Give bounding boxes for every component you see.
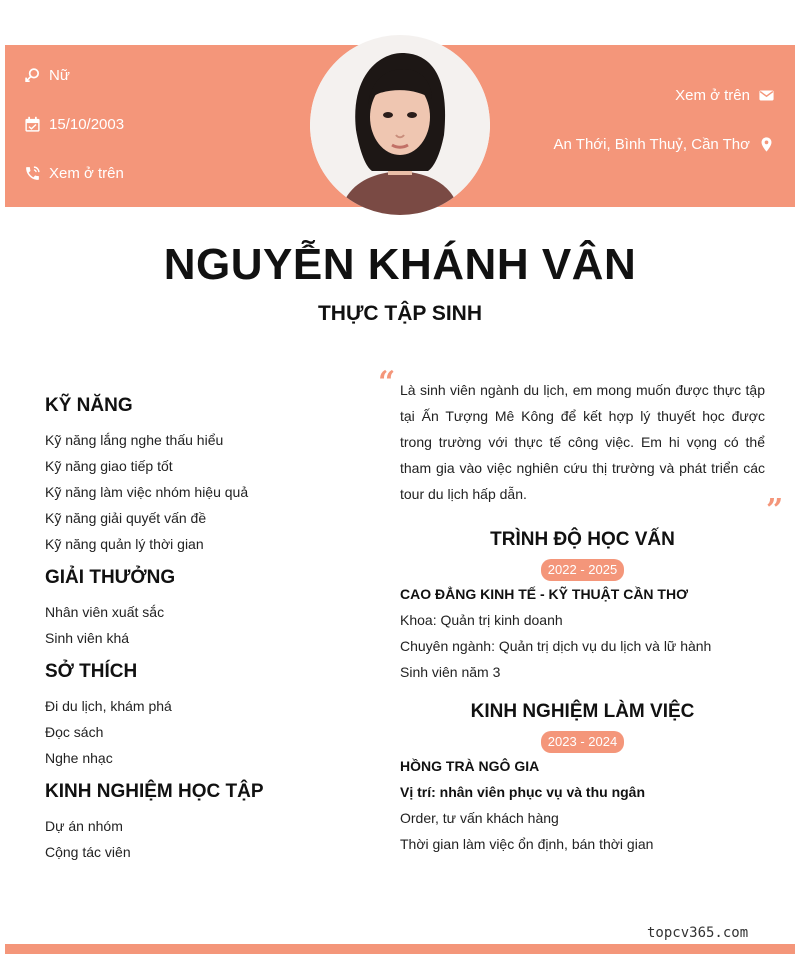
calendar-icon <box>24 116 41 133</box>
hobbies-title: SỞ THÍCH <box>45 661 138 682</box>
work-section <box>400 701 765 857</box>
career-summary: Là sinh viên ngành du lịch, em mong muốn được thực tập tại Ấn Tượng Mê Kông để kết hợp lý thuyết học được trong trường với thực tế công việc. Em hi vọng có thể tham gia vào việc nghiên cứu thị trường và phát triển các tour du lịch hấp dẫn. <box>400 382 765 502</box>
award-item: Sinh viên khá <box>45 630 130 646</box>
skill-item: Kỹ năng quản lý thời gian <box>45 536 204 552</box>
address-row <box>554 136 775 153</box>
profile-photo <box>310 35 490 215</box>
skills-section <box>45 395 355 557</box>
email-icon <box>758 87 775 104</box>
study-experience-item: Cộng tác viên <box>45 844 131 860</box>
location-icon <box>758 136 775 153</box>
phone-text: Xem ở trên <box>49 165 124 182</box>
work-title: KINH NGHIỆM LÀM VIỆC <box>470 701 695 722</box>
study-experience-title: KINH NGHIỆM HỌC TẬP <box>45 781 264 802</box>
portrait-image <box>310 35 490 215</box>
quote-open-icon: “ <box>378 365 396 400</box>
work-position: Vị trí: nhân viên phục vụ và thu ngân <box>400 784 646 800</box>
email-text: Xem ở trên <box>675 87 750 104</box>
awards-title: GIẢI THƯỞNG <box>45 567 176 588</box>
gender-row <box>24 67 70 84</box>
company-name: HỒNG TRÀ NGÔ GIA <box>400 758 540 774</box>
skills-title: KỸ NĂNG <box>45 395 133 416</box>
work-time: Thời gian làm việc ổn định, bán thời gian <box>400 836 654 852</box>
left-column <box>45 395 355 875</box>
award-item: Nhân viên xuất sắc <box>45 604 165 620</box>
hobbies-section <box>45 661 355 771</box>
education-period-badge: 2022 - 2025 <box>541 559 624 581</box>
awards-section <box>45 567 355 651</box>
skill-item: Kỹ năng giao tiếp tốt <box>45 458 173 474</box>
education-major: Chuyên ngành: Quản trị dịch vụ du lịch và lữ hành <box>400 638 712 654</box>
study-experience-item: Dự án nhóm <box>45 818 123 834</box>
skill-item: Kỹ năng lắng nghe thấu hiểu <box>45 432 224 448</box>
candidate-role: THỰC TẬP SINH <box>317 302 483 325</box>
footer-band <box>5 944 795 954</box>
candidate-name: NGUYỄN KHÁNH VÂN <box>163 240 637 289</box>
work-period-badge: 2023 - 2024 <box>541 731 624 753</box>
education-faculty: Khoa: Quản trị kinh doanh <box>400 612 563 628</box>
skill-item: Kỹ năng giải quyết vấn đề <box>45 510 207 526</box>
study-experience-section <box>45 781 355 865</box>
phone-icon <box>24 165 41 182</box>
skill-item: Kỹ năng làm việc nhóm hiệu quả <box>45 484 249 500</box>
gender-icon <box>24 67 41 84</box>
education-title: TRÌNH ĐỘ HỌC VẤN <box>490 529 675 550</box>
hobby-item: Nghe nhạc <box>45 750 113 766</box>
birthday-text: 15/10/2003 <box>49 116 125 133</box>
education-section <box>400 529 765 685</box>
right-column <box>400 377 765 857</box>
hobby-item: Đọc sách <box>45 724 104 740</box>
quote-close-icon: ” <box>766 493 784 528</box>
hobby-item: Đi du lịch, khám phá <box>45 698 172 714</box>
watermark-text: topcv365.com <box>647 925 749 941</box>
education-year: Sinh viên năm 3 <box>400 664 501 680</box>
address-text: An Thới, Bình Thuỷ, Cần Thơ <box>553 136 750 153</box>
email-row <box>675 87 775 104</box>
phone-row <box>24 165 124 182</box>
birthday-row <box>24 116 124 133</box>
school-name: CAO ĐẲNG KINH TẾ - KỸ THUẬT CẦN THƠ <box>400 586 689 602</box>
gender-text: Nữ <box>49 67 70 84</box>
work-task: Order, tư vấn khách hàng <box>400 810 559 826</box>
